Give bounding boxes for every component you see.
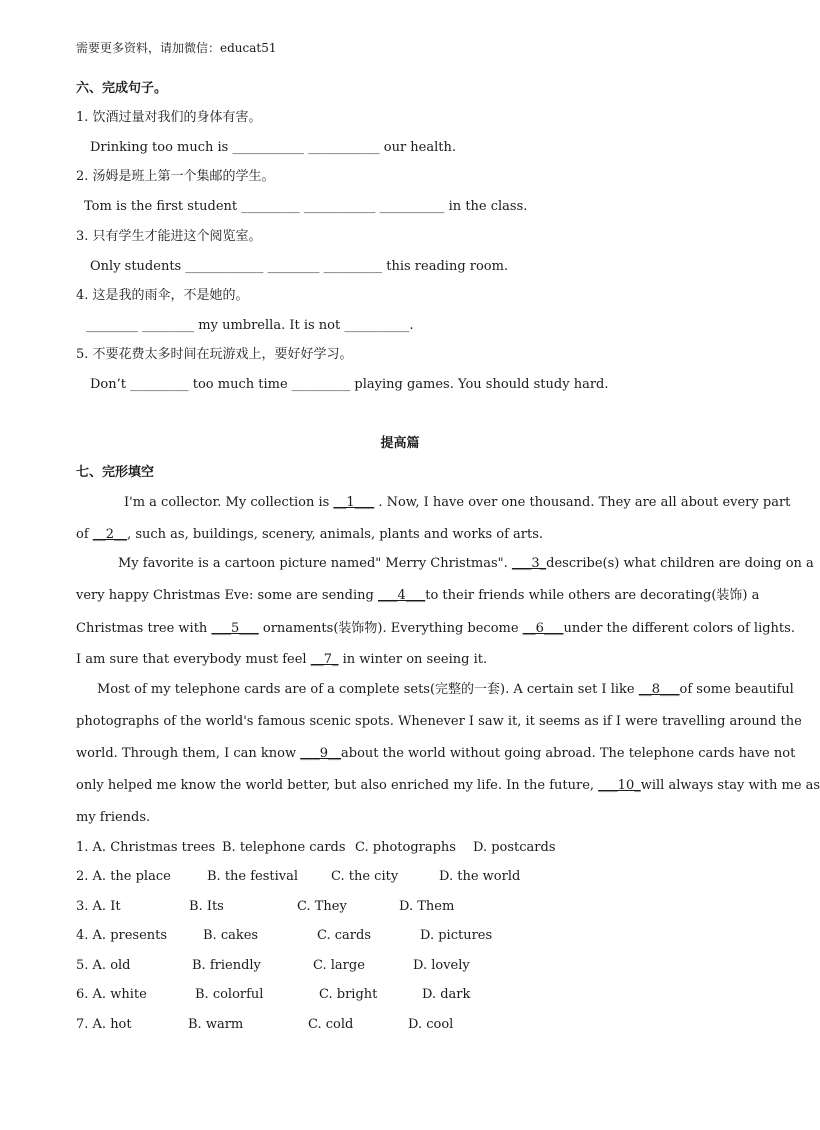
cloze-text: Christmas tree with xyxy=(76,621,212,636)
option-2-a: 2. A. the place xyxy=(76,869,171,884)
sentence-5-chinese: 5. 不要花费太多时间在玩游戏上，要好好学习。 xyxy=(76,347,353,362)
cloze-text: I'm a collector. My collection is xyxy=(124,495,334,510)
cloze-blank-6: __6___ xyxy=(522,621,564,636)
cloze-text: describe(s) what children are doing on a xyxy=(546,556,814,571)
option-3-c: C. They xyxy=(297,899,347,914)
cloze-paragraph-3-line-1 xyxy=(97,681,794,699)
sentence-1-chinese: 1. 饮酒过量对我们的身体有害。 xyxy=(76,110,262,125)
cloze-text: will always stay with me as xyxy=(640,778,820,793)
option-6-b: B. colorful xyxy=(195,987,264,1002)
cloze-text: about the world without going abroad. The telephone cards have not xyxy=(341,746,796,761)
cloze-text: My favorite is a cartoon picture named" Merry Christmas". xyxy=(118,556,512,571)
cloze-blank-1: __1___ xyxy=(333,495,375,510)
cloze-paragraph-2-line-1 xyxy=(118,555,814,573)
sentence-4-english: ________ ________ my umbrella. It is not __________. xyxy=(86,318,414,333)
cloze-text: very happy Christmas Eve: some are sending xyxy=(76,588,378,603)
option-4-d: D. pictures xyxy=(420,928,493,943)
cloze-blank-4: ___4___ xyxy=(377,588,426,603)
sentence-3-chinese: 3. 只有学生才能进这个阅览室。 xyxy=(76,229,262,244)
cloze-blank-8: __8___ xyxy=(638,682,680,697)
cloze-blank-9: ___9__ xyxy=(300,746,341,761)
option-2-c: C. the city xyxy=(331,869,399,884)
cloze-paragraph-3-line-3 xyxy=(76,745,796,763)
cloze-blank-3: ___3_ xyxy=(511,556,547,571)
sentence-1-english: Drinking too much is ___________ ___________ our health. xyxy=(90,140,456,155)
cloze-blank-7: __7_ xyxy=(310,652,339,667)
sentence-3-english: Only students ____________ ________ _________ this reading room. xyxy=(90,259,509,274)
cloze-blank-5: ___5___ xyxy=(211,621,259,636)
header-note: 需要更多资料，请加微信：educat51 xyxy=(76,41,277,55)
sentence-2-english: Tom is the first student _________ ___________ __________ in the class. xyxy=(84,199,528,214)
option-4-b: B. cakes xyxy=(203,928,259,943)
cloze-text: ornaments(装饰物). Everything become xyxy=(258,621,523,636)
cloze-text: only helped me know the world better, but also enriched my life. In the future, xyxy=(76,778,599,793)
sentence-2-chinese: 2. 汤姆是班上第一个集邮的学生。 xyxy=(76,169,275,184)
cloze-paragraph-3-line-5: my friends. xyxy=(76,810,151,825)
cloze-paragraph-3-line-4 xyxy=(76,777,820,795)
sentence-5-english: Don’t _________ too much time _________ playing games. You should study hard. xyxy=(90,377,609,392)
option-3-a: 3. A. It xyxy=(76,899,121,914)
option-6-d: D. dark xyxy=(422,987,471,1002)
option-4-a: 4. A. presents xyxy=(76,928,168,943)
cloze-text: of some beautiful xyxy=(679,682,794,697)
option-3-d: D. Them xyxy=(399,899,455,914)
cloze-text: . Now, I have over one thousand. They are all about every part xyxy=(374,495,791,510)
cloze-text: , such as, buildings, scenery, animals, plants and works of arts. xyxy=(127,527,544,542)
cloze-text: under the different colors of lights. xyxy=(563,621,795,636)
cloze-text: to their friends while others are decorating(装饰) a xyxy=(425,588,760,603)
option-2-d: D. the world xyxy=(439,869,521,884)
option-5-c: C. large xyxy=(313,958,365,973)
option-3-b: B. Its xyxy=(189,899,224,914)
option-4-c: C. cards xyxy=(317,928,371,943)
option-1-c: C. photographs xyxy=(355,840,456,855)
section-6-title: 六、完成句子。 xyxy=(76,81,168,96)
section-7-title: 七、完形填空 xyxy=(76,465,155,480)
option-6-a: 6. A. white xyxy=(76,987,147,1002)
cloze-text: I am sure that everybody must feel xyxy=(76,652,311,667)
cloze-paragraph-2-line-2 xyxy=(76,587,760,605)
option-7-a: 7. A. hot xyxy=(76,1017,132,1032)
option-7-c: C. cold xyxy=(308,1017,354,1032)
option-1-d: D. postcards xyxy=(473,840,556,855)
cloze-paragraph-1-line-2 xyxy=(76,526,730,544)
option-5-a: 5. A. old xyxy=(76,958,131,973)
option-5-d: D. lovely xyxy=(413,958,470,973)
cloze-text: world. Through them, I can know xyxy=(76,746,301,761)
option-6-c: C. bright xyxy=(319,987,378,1002)
cloze-text: Most of my telephone cards are of a complete sets(完整的一套). A certain set I like xyxy=(97,682,639,697)
option-1-a: 1. A. Christmas trees xyxy=(76,840,216,855)
cloze-paragraph-2-line-3 xyxy=(76,620,795,638)
cloze-blank-2: __2__ xyxy=(92,527,128,542)
cloze-text: of xyxy=(76,527,93,542)
option-5-b: B. friendly xyxy=(192,958,261,973)
cloze-paragraph-1-line-1 xyxy=(124,494,791,512)
cloze-blank-10: ___10_ xyxy=(598,778,641,793)
cloze-paragraph-3-line-2: photographs of the world's famous scenic spots. Whenever I saw it, it seems as if I were travelling around the xyxy=(76,714,802,729)
advanced-section-title: 提高篇 xyxy=(380,436,420,451)
option-1-b: B. telephone cards xyxy=(222,840,346,855)
cloze-paragraph-2-line-4 xyxy=(76,651,730,669)
option-7-d: D. cool xyxy=(408,1017,454,1032)
option-7-b: B. warm xyxy=(188,1017,244,1032)
sentence-4-chinese: 4. 这是我的雨伞，不是她的。 xyxy=(76,288,249,303)
cloze-text: in winter on seeing it. xyxy=(338,652,488,667)
option-2-b: B. the festival xyxy=(207,869,299,884)
